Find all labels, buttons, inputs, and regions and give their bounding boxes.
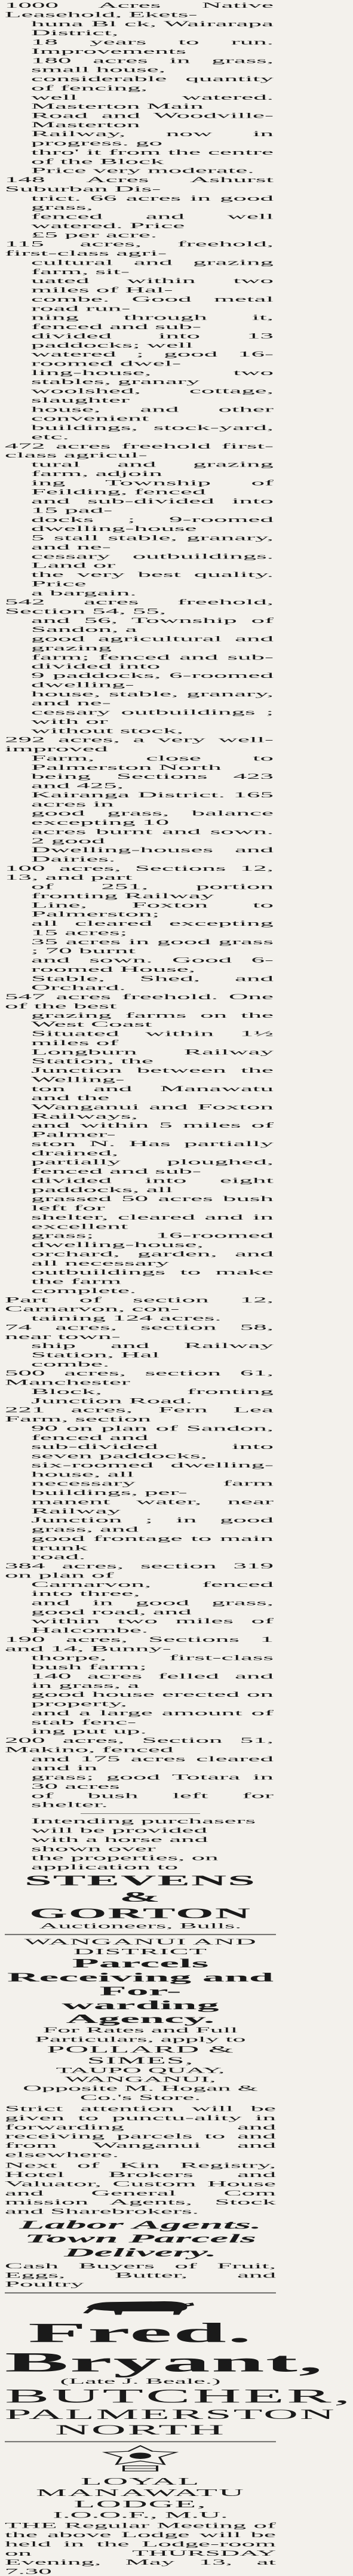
lodge-notice-text: THE Regular Meeting of the above Lodge will be held in the Lodge-room on THURSDAY Evening, May 13, at 7.30 xyxy=(5,2521,276,2576)
listing-line: Road and Woodville-Masterton xyxy=(31,110,274,129)
listing-line: 35 acres in good grass ; 70 burnt xyxy=(31,937,274,956)
parcels-heading-3: warding Agency. xyxy=(62,1997,219,2026)
listing-item xyxy=(5,1295,274,1322)
listing-line: ton and Manawatu and the xyxy=(31,1084,274,1103)
listing-line: taining 124 acres. xyxy=(31,1313,222,1322)
listing-item xyxy=(5,175,274,240)
listing-line: tural and grazing farm, adjoin xyxy=(31,459,274,478)
section-rule-2 xyxy=(5,2292,276,2293)
bryant-place: PALMERSTON NORTH xyxy=(5,2406,336,2438)
intending-text xyxy=(5,1816,276,1871)
listing-line: house, and other convenient xyxy=(31,404,274,423)
town-parcels: Town Parcels Delivery. xyxy=(24,2232,257,2259)
listing-line: well watered. Masterton Main xyxy=(31,93,274,111)
listing-line: of 251, portion fronting Railway xyxy=(31,882,274,900)
labor-agents: Labor Agents. xyxy=(19,2218,262,2232)
listing-line: sub-divided into seven paddocks, xyxy=(31,1442,274,1460)
listing-line: Junction ; in good grass, and xyxy=(31,1515,274,1534)
listing-line: divided into eight paddocks, all xyxy=(31,1175,274,1194)
listing-line: thro' it from the centre of the Block xyxy=(31,148,274,166)
listing-line: uated within two miles of Hal- xyxy=(31,276,274,294)
listing-line: 1000 Acres Native Leasehold, Ekets- xyxy=(5,1,274,19)
listing-line: cessary outbuildings. Land or xyxy=(31,551,274,570)
listing-line: farm; fenced and sub-divided into xyxy=(31,652,274,671)
listing-line: 190 acres, Sections 1 and 14, Bunny- xyxy=(5,1635,274,1653)
listing-item xyxy=(5,1561,274,1635)
listing-line: outbuildings to make the farm xyxy=(31,1267,274,1286)
listing-line: huna Bl ck, Wairarapa District, xyxy=(31,19,274,38)
listing-line: good frontage to main trunk xyxy=(31,1534,274,1552)
listing-item xyxy=(5,597,274,735)
section-rule xyxy=(5,1934,276,1935)
listing-line: six-roomed dwelling-house, all xyxy=(31,1460,274,1479)
listing-line: Kairanga District. 165 acres in xyxy=(31,790,274,809)
listing-line: within two miles of Halcombe. xyxy=(31,1616,274,1635)
listing-line: grass; 16-roomed dwelling-house, xyxy=(31,1231,274,1249)
listing-item xyxy=(5,735,274,864)
listing-line: Price very moderate. xyxy=(31,166,254,175)
listing-line: and 175 acres cleared and in xyxy=(31,1754,274,1773)
listing-line: 18 years to run. Improvements xyxy=(31,37,274,56)
listing-line: grazing farms on the West Coast xyxy=(31,1011,274,1029)
bull-icon xyxy=(5,2295,276,2316)
listing-line: complete. xyxy=(31,1286,137,1295)
section-rule-3 xyxy=(5,2441,276,2442)
listing-line: 100 acres, Sections 12, 13, and part xyxy=(5,864,274,882)
parcels-heading-2: Parcels Receiving and For- xyxy=(7,1956,274,1998)
listing-line: Carnarvon, fenced into three, xyxy=(31,1580,274,1598)
listing-line: and within 5 miles of Palmer- xyxy=(31,1120,274,1139)
listing-item xyxy=(5,1736,274,1809)
listing-line: a bargain. xyxy=(31,588,137,597)
listing-line: 90 on plan of Sandon, fenced and xyxy=(31,1423,274,1442)
listing-line: Wanganui and Foxton Railways, xyxy=(31,1102,274,1120)
listing-item xyxy=(5,240,274,441)
listing-line: Line, Foxton to Palmerston; xyxy=(31,900,274,919)
parcels-ad xyxy=(5,1937,276,2289)
listing-line: and sub-divided into 15 pad- xyxy=(31,496,274,515)
listing-line: docks ; 9-roomed dwelling-house xyxy=(31,515,274,533)
listing-line: Farm, close to Palmerston North xyxy=(31,753,274,772)
listing-line: Part of section 12, Carnarvon, con- xyxy=(5,1295,274,1313)
parcels-heading-1: WANGANUI AND DISTRICT xyxy=(24,1937,257,1957)
listing-line: £5 per acre. xyxy=(31,230,158,240)
firm-name: STEVENS & GORTON xyxy=(24,1872,256,1921)
listing-line: without stock, xyxy=(31,726,183,735)
bryant-trade: BUTCHER, xyxy=(5,2385,353,2407)
listing-line: 384 acres, section 319 on plan of xyxy=(5,1561,274,1580)
pollard-opposite: Opposite M. Hogan & Co.'s Store. xyxy=(23,2084,258,2102)
listing-line: Dwelling-houses and Dairies. xyxy=(31,845,274,864)
listing-line: Stable, Shed, and Orchard. xyxy=(31,974,274,992)
listing-line: grass; good Totara in 30 acres xyxy=(31,1772,274,1791)
listing-line: grassed 50 acres bush left for xyxy=(31,1194,274,1212)
listing-line: acres burnt and sown. 2 good xyxy=(31,827,274,845)
listing-item xyxy=(5,1368,274,1405)
listing-line: partially ploughed, fenced and sub- xyxy=(31,1157,274,1175)
listing-line: 180 acres in grass, small house, xyxy=(31,56,274,74)
listing-line: being Sections 423 and 425, xyxy=(31,772,274,790)
listing-line: and in good grass, good road, and xyxy=(31,1598,274,1616)
listing-line: good house erected on property, xyxy=(31,1690,274,1708)
listing-line: ning through it, fenced and sub- xyxy=(31,313,274,331)
listing-line: ing put up. xyxy=(31,1727,147,1736)
listing-line: 472 acres freehold first-class agricul- xyxy=(5,441,274,460)
intend-line-3: the properties, on application to xyxy=(31,1853,219,1871)
cash-buyers: Cash Buyers of Fruit, Eggs, Butter, and Poultry xyxy=(5,2261,276,2289)
listing-line: trict. 66 acres in good grass, xyxy=(31,194,274,212)
listing-line: woolshed, cottage, slaughter xyxy=(31,386,274,404)
listing-item xyxy=(5,864,274,992)
bryant-late: (Late J. Beale.) xyxy=(60,2377,221,2385)
listing-line: 140 acres felled and in grass, a xyxy=(31,1671,274,1690)
listing-line: 221 acres, Fern Lea Farm, section xyxy=(5,1405,274,1423)
intend-line-1: Intending purchasers will be provided xyxy=(31,1816,256,1835)
listing-line: 115 acres, freehold, first-class agri- xyxy=(5,240,274,257)
stevens-gorton-ad xyxy=(5,1816,276,1930)
divider xyxy=(81,1813,200,1814)
listing-item xyxy=(5,441,274,597)
pollard-firm: POLLARD & SIMES, xyxy=(47,2044,234,2066)
listing-line: Situated within 1½ miles of xyxy=(31,1028,274,1047)
listing-line: 74 acres, section 58, near town- xyxy=(5,1322,274,1341)
listing-line: 542 acres freehold, Section 54, 55, xyxy=(5,597,274,616)
property-listings xyxy=(5,1,274,1809)
rates-line: For Rates and Full Particulars, apply to xyxy=(35,2025,246,2044)
listing-line: Junction between the Welling- xyxy=(31,1066,274,1084)
intend-line-2: with a horse and shown over xyxy=(31,1835,208,1853)
listing-line: 9 paddocks, 6-roomed dwelling- xyxy=(31,671,274,689)
listing-line: thorpe, first-class bush farm; xyxy=(31,1653,274,1671)
listing-item xyxy=(5,1405,274,1561)
listing-line: cessary outbuildings ; with or xyxy=(31,707,274,726)
listing-line: divided into 13 paddocks; well xyxy=(31,331,274,349)
listing-line: orchard, garden, and all necessary xyxy=(31,1249,274,1267)
listing-line: all cleared excepting 15 acres; xyxy=(31,919,274,937)
listing-line: cultural and grazing farm, sit- xyxy=(31,257,274,276)
listing-line: necessary farm buildings, per- xyxy=(31,1479,274,1497)
listing-line: road. xyxy=(31,1552,86,1561)
listing-item xyxy=(5,1323,274,1369)
lodge-notice xyxy=(5,2445,276,2576)
listing-line: the very best quality. Price xyxy=(31,570,274,588)
listing-line: combe. xyxy=(31,1359,110,1368)
listing-line: 292 acres, a very well-improved xyxy=(5,735,274,753)
listing-line: watered ; good 16-roomed dwel- xyxy=(31,349,274,368)
listing-line: considerable quantity of fencing, xyxy=(31,74,274,93)
bryant-ad xyxy=(5,2295,353,2438)
listing-line: ling-house, two stables, granary xyxy=(31,368,274,386)
parcels-body-1: Strict attention will be given to punctu-ality in forwarding and receiving parcels to and from Wanganui and elsewhere. xyxy=(5,2104,276,2159)
listing-line: 148 Acres Ashurst Suburban Dis- xyxy=(5,175,274,194)
listing-line: ship and Railway Station, Hal xyxy=(31,1341,274,1359)
firm-subtitle: Auctioneers, Bulls. xyxy=(39,1921,242,1930)
listing-line: 500 acres, section 61, Manchester xyxy=(5,1368,274,1387)
listing-line: and sown. Good 6-roomed House, xyxy=(31,955,274,974)
listing-line: combe. Good metal road run- xyxy=(31,294,274,313)
lodge-sub: I.O.O.F., M.U. xyxy=(53,2510,228,2520)
listing-line: house, stable, granary, and ne- xyxy=(31,689,274,708)
listing-line: buildings, stock-yard, etc. xyxy=(31,423,274,441)
listing-line: manent water, near Railway xyxy=(31,1497,274,1515)
listing-line: ing Township of Feilding, fenced xyxy=(31,478,274,496)
listing-line: 5 stall stable, granary, and ne- xyxy=(31,533,274,551)
listing-line: and a large amount of stab fenc- xyxy=(31,1708,274,1727)
listing-line: Longburn Railway Station, the xyxy=(31,1047,274,1066)
listing-line: shelter, cleared and in excellent xyxy=(31,1212,274,1231)
listing-item xyxy=(5,992,274,1295)
listing-line: Railway, now in progress. go xyxy=(31,129,274,148)
listing-line: 547 acres freehold. One of the best xyxy=(5,992,274,1011)
listing-line: ston N. Has partially drained, xyxy=(31,1139,274,1157)
bryant-name: Fred. Bryant, xyxy=(5,2317,324,2378)
listing-line: good grass, balance excepting 10 xyxy=(31,809,274,827)
listing-line: 200 acres, Section 51, Makino, fenced xyxy=(5,1736,274,1754)
listing-line: fenced and well watered. Price xyxy=(31,211,274,230)
listing-line: good agricultural and grazing xyxy=(31,634,274,652)
lodge-emblem-icon xyxy=(5,2445,276,2474)
lodge-title: LOYAL MANAWATU LODGE, xyxy=(36,2475,245,2510)
parcels-body-2: Next of Kin Registry, Hotel Brokers and Valuator, Custom House and General Com mission Agents, Stock and Sharebrokers. xyxy=(5,2161,276,2216)
listing-line: and 56, Township of Sandon, a xyxy=(31,616,274,634)
listing-line: of bush left for shelter. xyxy=(31,1791,274,1809)
listing-item xyxy=(5,1635,274,1736)
pollard-address: TAUPO QUAY, WANGANUI, xyxy=(56,2066,225,2084)
listing-item xyxy=(5,1,274,175)
listing-line: Block, fronting Junction Road. xyxy=(31,1387,274,1405)
